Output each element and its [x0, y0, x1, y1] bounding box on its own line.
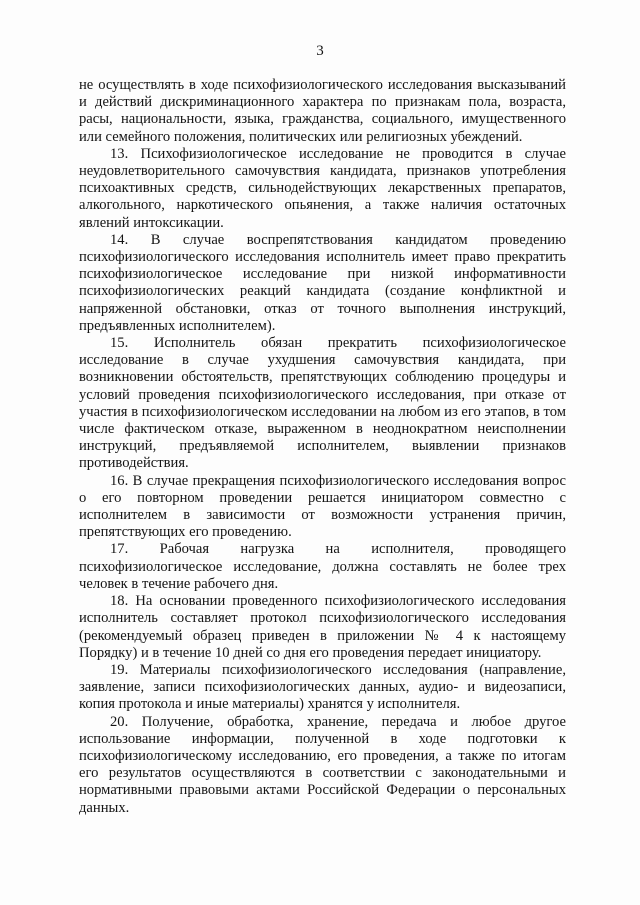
paragraph-16: 16. В случае прекращения психофизиологического исследования вопрос о его повторном проведении решается инициатором совместно с исполнителем в зависимости от возможности устранения причин, препятствующих его проведению. — [79, 472, 566, 541]
paragraph-17: 17. Рабочая нагрузка на исполнителя, проводящего психофизиологическое исследование, должна составлять не более трех человек в течение рабочего дня. — [79, 541, 566, 592]
paragraph-15: 15. Исполнитель обязан прекратить психофизиологическое исследование в случае ухудшения самочувствия кандидата, при возникновении обстоятельств, препятствующих соблюдению процедуры и условий проведения психофизиологического исследования, при отказе от участия в психофизиологическом исследовании на любом из его этапов, в том числе фактическом отказе, выраженном в неоднократном неисполнении инструкций, предъявляемой исполнителем, выявлении признаков противодействия. — [79, 335, 566, 472]
page-number: 3 — [316, 43, 324, 59]
paragraph-20: 20. Получение, обработка, хранение, передача и любое другое использование информации, полученной в ходе подготовки к психофизиологическому исследованию, его проведения, а также по итогам его результатов осуществляются в соответствии с законодательными и нормативными правовыми актами Российской Федерации о персональных данных. — [79, 713, 566, 816]
paragraph-14: 14. В случае воспрепятствования кандидатом проведению психофизиологического исследования исполнитель имеет право прекратить психофизиологическое исследование при низкой информативности психофизиологических реакций кандидата (создание конфликтной и напряженной обстановки, отказ от точного выполнения инструкций, предъявленных исполнителем). — [79, 231, 566, 334]
paragraph-19: 19. Материалы психофизиологического исследования (направление, заявление, записи психофизиологических данных, аудио- и видеозаписи, копия протокола и иные материалы) хранятся у исполнителя. — [79, 661, 566, 713]
paragraph-18: 18. На основании проведенного психофизиологического исследования исполнитель составляет протокол психофизиологического исследования (рекомендуемый образец приведен в приложении № 4 к настоящему Порядку) и в течение 10 дней со дня его проведения передает инициатору. — [79, 593, 566, 661]
paragraph-12-continuation: не осуществлять в ходе психофизиологического исследования высказываний и действий дискриминационного характера по признакам пола, возраста, расы, национальности, языка, гражданства, социального, имущественного или семейного положения, политических или религиозных убеждений. — [79, 77, 566, 145]
paragraph-13: 13. Психофизиологическое исследование не проводится в случае неудовлетворительного самочувствия кандидата, признаков употребления психоактивных средств, сильнодействующих лекарственных препаратов, алкогольного, наркотического опьянения, а также наличия остаточных явлений интоксикации. — [79, 145, 566, 231]
document-body — [79, 77, 566, 817]
